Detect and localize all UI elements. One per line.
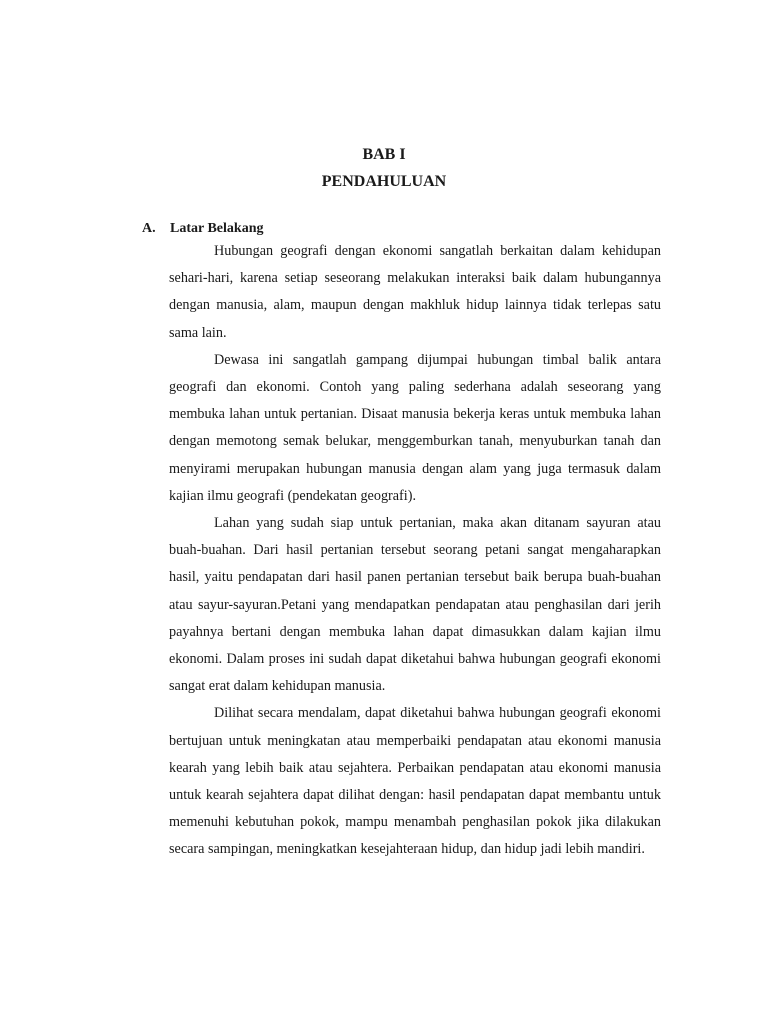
paragraph: Dewasa ini sangatlah gampang dijumpai hubungan timbal balik antara geografi dan ekonomi. Contoh yang paling sederhana adalah seseorang yang membuka lahan untuk pertanian. Disaat manusia bekerja keras untuk membuka lahan dengan memotong semak belukar, menggemburkan tanah, menyuburkan tanah dan menyirami merupakan hubungan manusia dengan alam yang juga termasuk dalam kajian ilmu geografi (pendekatan geografi). [169, 351, 661, 504]
paragraph: Lahan yang sudah siap untuk pertanian, maka akan ditanam sayuran atau buah-buahan. Dari hasil pertanian tersebut seorang petani sangat mengaharapkan hasil, yaitu pendapatan dari hasil panen pertanian tersebut baik berupa buah-buahan atau sayur-sayuran.Petani yang mendapatkan pendapatan atau penghasilan dari jerih payahnya bertani dengan membuka lahan dapat dimasukkan dalam kajian ilmu ekonomi. Dalam proses ini sudah dapat diketahui bahwa hubungan geografi ekonomi sangat erat dalam kehidupan manusia. [169, 515, 661, 695]
paragraph: Dilihat secara mendalam, dapat diketahui bahwa hubungan geografi ekonomi bertujuan untuk meningkatan atau memperbaiki pendapatan atau ekonomi manusia kearah yang lebih baik atau sejahtera. Perbaikan pendapatan atau ekonomi manusia untuk kearah sejahtera dapat dilihat dengan: hasil pendapatan dapat membantu untuk memenuhi kebutuhan pokok, mampu menambah penghasilan pokok jika dilakukan secara sampingan, meningkatkan kesejahteraan hidup, dan hidup jadi lebih mandiri. [169, 705, 661, 858]
chapter-number: BAB I [362, 146, 406, 163]
section-title: Latar Belakang [170, 221, 264, 236]
body-text [169, 238, 661, 864]
paragraph: Hubungan geografi dengan ekonomi sangatlah berkaitan dalam kehidupan sehari-hari, karena setiap seseorang melakukan interaksi baik dalam hubungannya dengan manusia, alam, maupun dengan makhluk hidup lainnya tidak terlepas satu sama lain. [169, 243, 661, 341]
section-letter: A. [142, 221, 156, 236]
chapter-title: PENDAHULUAN [321, 173, 447, 190]
